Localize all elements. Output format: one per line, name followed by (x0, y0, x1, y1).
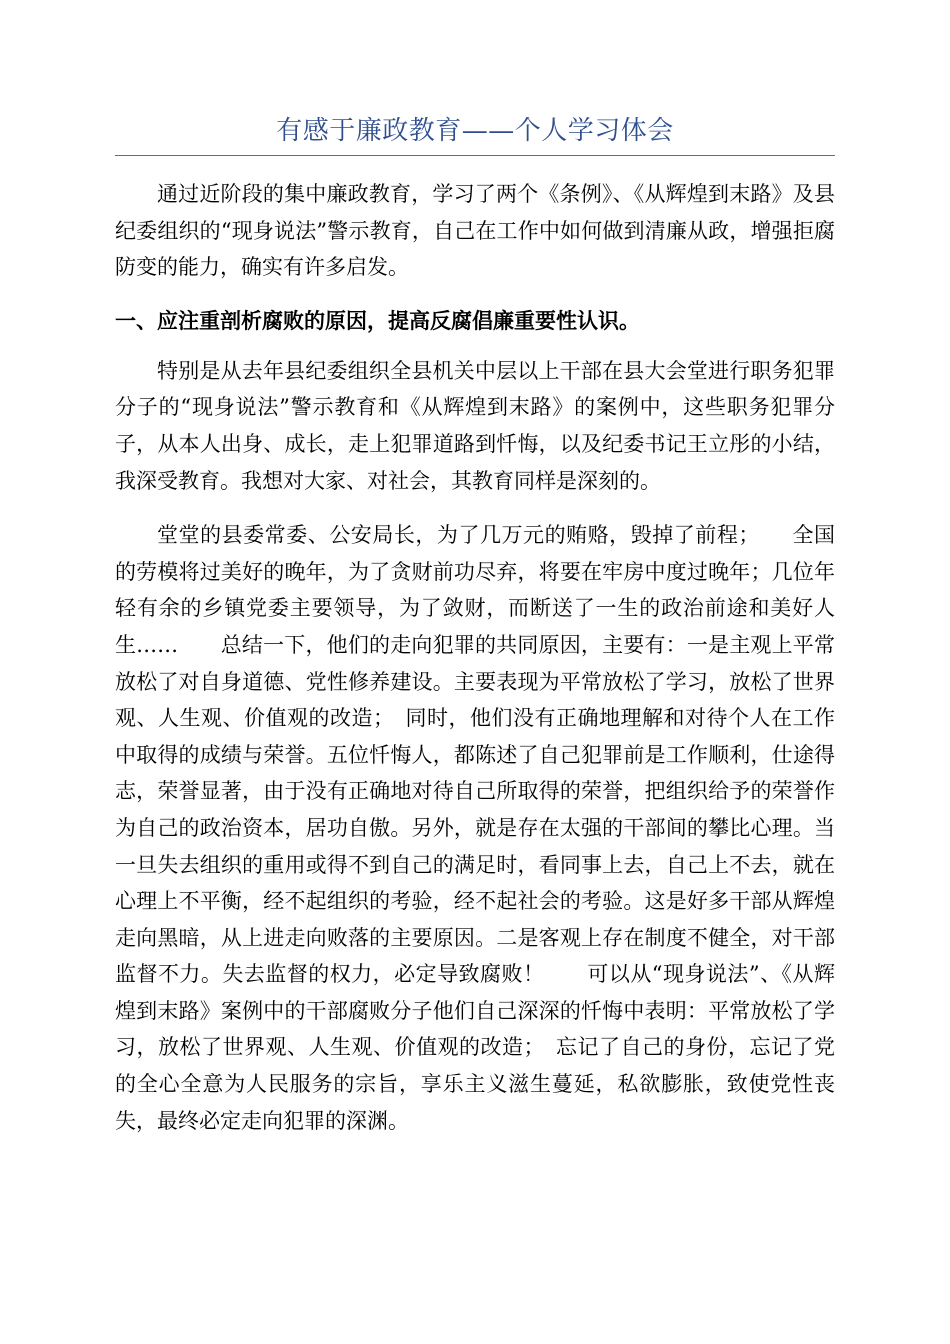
paragraph-intro: 通过近阶段的集中廉政教育，学习了两个《条例》、《从辉煌到末路》及县纪委组织的“现身说法”警示教育，自己在工作中如何做到清廉从政，增强拒腐防变的能力，确实有许多启发。 (115, 182, 835, 280)
paragraph-3: 堂堂的县委常委、公安局长，为了几万元的贿赂，毁掉了前程； 全国的劳模将过美好的晚年，为了贪财前功尽弃，将要在牢房中度过晚年；几位年轻有余的乡镇党委主要领导，为了敛财，而断送了一生的政治前途和美好人生…… 总结一下，他们的走向犯罪的共同原因，主要有：一是主观上平常放松了对自身道德、党性修养建设。主要表现为平常放松了学习，放松了世界观、人生观、价值观的改造； 同时，他们没有正确地理解和对待个人在工作中取得的成绩与荣誉。五位忏悔人，都陈述了自己犯罪前是工作顺利，仕途得志，荣誉显著，由于没有正确地对待自己所取得的荣誉，把组织给予的荣誉作为自己的政治资本，居功自傲。另外，就是存在太强的干部间的攀比心理。当一旦失去组织的重用或得不到自己的满足时，看同事上去，自己上不去，就在心理上不平衡，经不起组织的考验，经不起社会的考验。这是好多干部从辉煌走向黑暗，从上进走向败落的主要原因。二是客观上存在制度不健全，对干部监督不力。失去监督的权力，必定导致腐败！ 可以从“现身说法”、《从辉煌到末路》案例中的干部腐败分子他们自己深深的忏悔中表明：平常放松了学习，放松了世界观、人生观、价值观的改造； 忘记了自己的身份，忘记了党的全心全意为人民服务的宗旨，享乐主义滋生蔓延，私欲膨胀，致使党性丧失，最终必定走向犯罪的深渊。 (115, 523, 835, 1133)
document-title: 有感于廉政教育——个人学习体会 (276, 116, 674, 146)
paragraph-2: 特别是从去年县纪委组织全县机关中层以上干部在县大会堂进行职务犯罪分子的“现身说法”警示教育和《从辉煌到末路》的案例中，这些职务犯罪分子，从本人出身、成长，走上犯罪道路到忏悔，以及纪委书记王立彤的小结，我深受教育。我想对大家、对社会，其教育同样是深刻的。 (115, 358, 835, 493)
document-body (115, 176, 835, 1139)
title-underline (115, 155, 835, 156)
section-heading-1: 一、应注重剖析腐败的原因，提高反腐倡廉重要性认识。 (115, 307, 640, 333)
